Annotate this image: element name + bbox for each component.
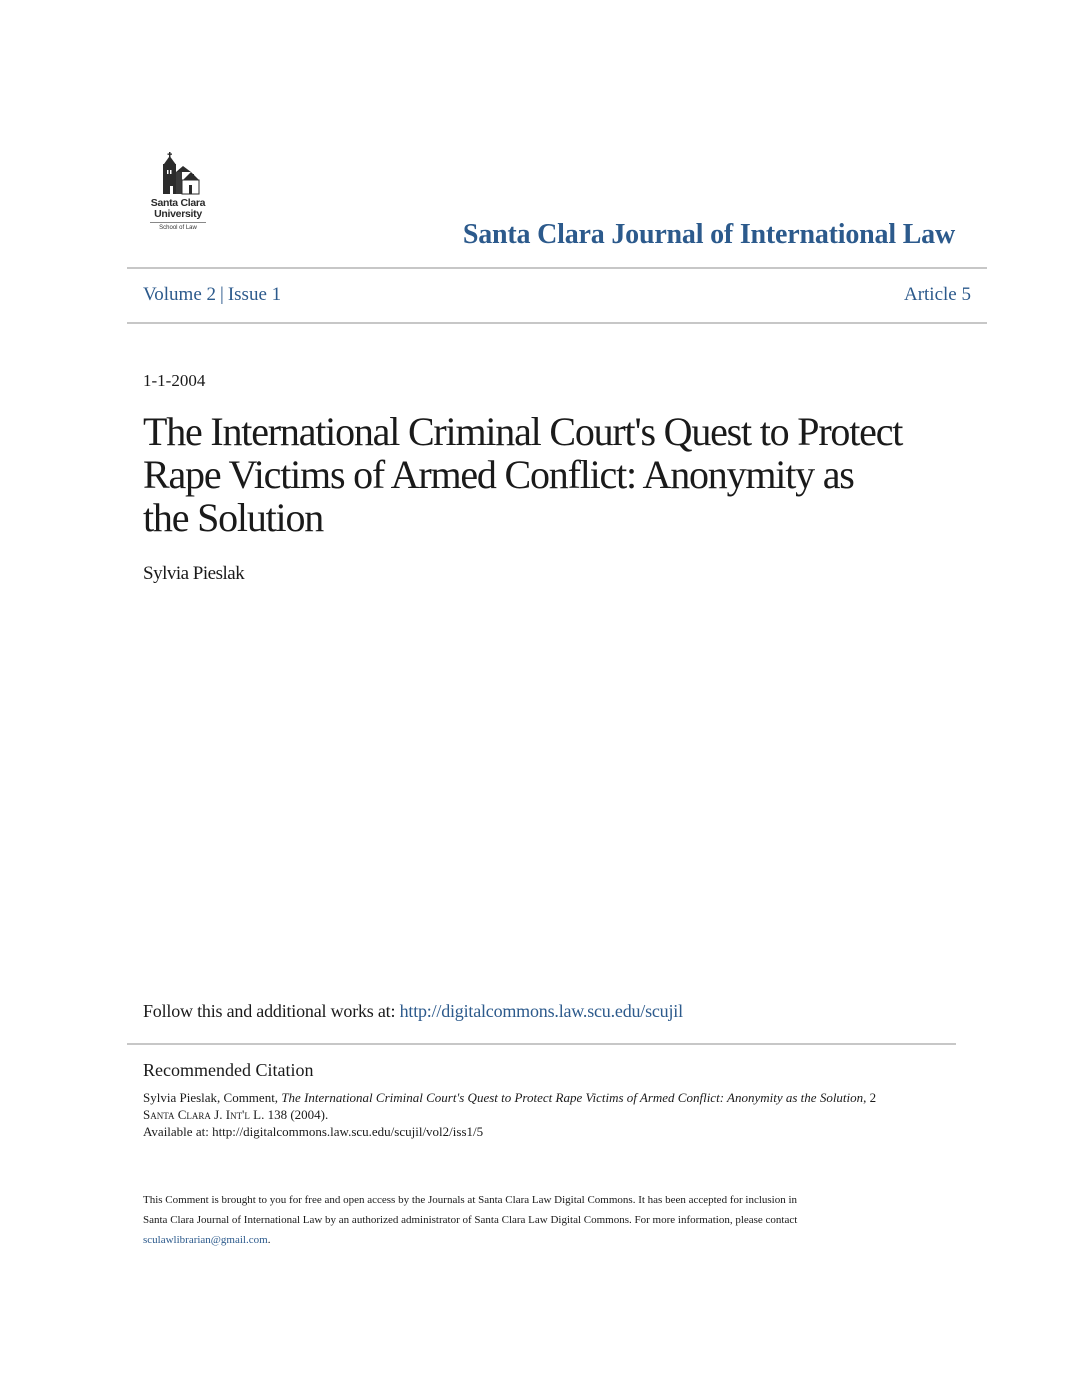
volume-issue-separator: | bbox=[220, 284, 224, 305]
available-url[interactable]: http://digitalcommons.law.scu.edu/scujil/vol2/iss1/5 bbox=[212, 1124, 484, 1139]
article-author: Sylvia Pieslak bbox=[143, 563, 245, 584]
citation-prefix: Sylvia Pieslak, Comment, bbox=[143, 1090, 282, 1105]
citation-journal: Santa Clara J. Int'l L. bbox=[143, 1107, 265, 1122]
recommended-citation-heading: Recommended Citation bbox=[143, 1060, 314, 1080]
logo-line-1: Santa Clara bbox=[150, 197, 206, 209]
publication-date: 1-1-2004 bbox=[143, 371, 206, 390]
access-notice bbox=[143, 1190, 943, 1250]
article-link[interactable]: Article 5 bbox=[903, 284, 971, 305]
notice-line-1: This Comment is brought to you for free and open access by the Journals at Santa Clara Law Digital Commons. It has been accepted for inclusion in bbox=[143, 1194, 798, 1206]
citation-volume: , 2 bbox=[863, 1090, 877, 1105]
article-number bbox=[904, 284, 971, 306]
citation-line-2 bbox=[143, 1106, 953, 1123]
available-label: Available at: bbox=[143, 1124, 213, 1139]
citation-line-1 bbox=[143, 1089, 953, 1106]
collection-link[interactable]: http://digitalcommons.law.scu.edu/scujil bbox=[399, 1001, 683, 1021]
citation-title: The International Criminal Court's Quest to Protect Rape Victims of Armed Conflict: Anonymity as the Solution bbox=[281, 1090, 864, 1105]
volume-issue bbox=[143, 284, 281, 306]
article-title: The International Criminal Court's Quest to Protect Rape Victims of Armed Conflict: Anonymity as the Solution bbox=[143, 409, 903, 540]
logo-line-2: University bbox=[154, 208, 202, 220]
header-divider-bottom bbox=[127, 322, 987, 324]
issue-link[interactable]: Issue 1 bbox=[227, 284, 282, 305]
journal-title[interactable]: Santa Clara Journal of International Law bbox=[462, 219, 955, 250]
contact-email-link[interactable]: sculawlibrarian@gmail.com bbox=[143, 1234, 268, 1246]
email-suffix: . bbox=[267, 1234, 271, 1246]
citation-divider bbox=[127, 1043, 956, 1045]
follow-line bbox=[143, 1001, 683, 1022]
university-logo bbox=[140, 150, 216, 242]
logo-line-3: School of Law bbox=[150, 222, 206, 232]
follow-label: Follow this and additional works at: bbox=[143, 1001, 400, 1021]
header-divider-top bbox=[127, 267, 987, 269]
volume-link[interactable]: Volume 2 bbox=[143, 284, 217, 305]
recommended-citation bbox=[143, 1089, 953, 1140]
mission-church-icon bbox=[153, 150, 203, 198]
notice-line-2: Santa Clara Journal of International Law by an authorized administrator of Santa Clara Law Digital Commons. For more information, please contact bbox=[143, 1214, 798, 1226]
citation-line-3 bbox=[143, 1123, 953, 1140]
citation-page-year: 138 (2004). bbox=[264, 1107, 329, 1122]
notice-line-3 bbox=[143, 1230, 943, 1250]
